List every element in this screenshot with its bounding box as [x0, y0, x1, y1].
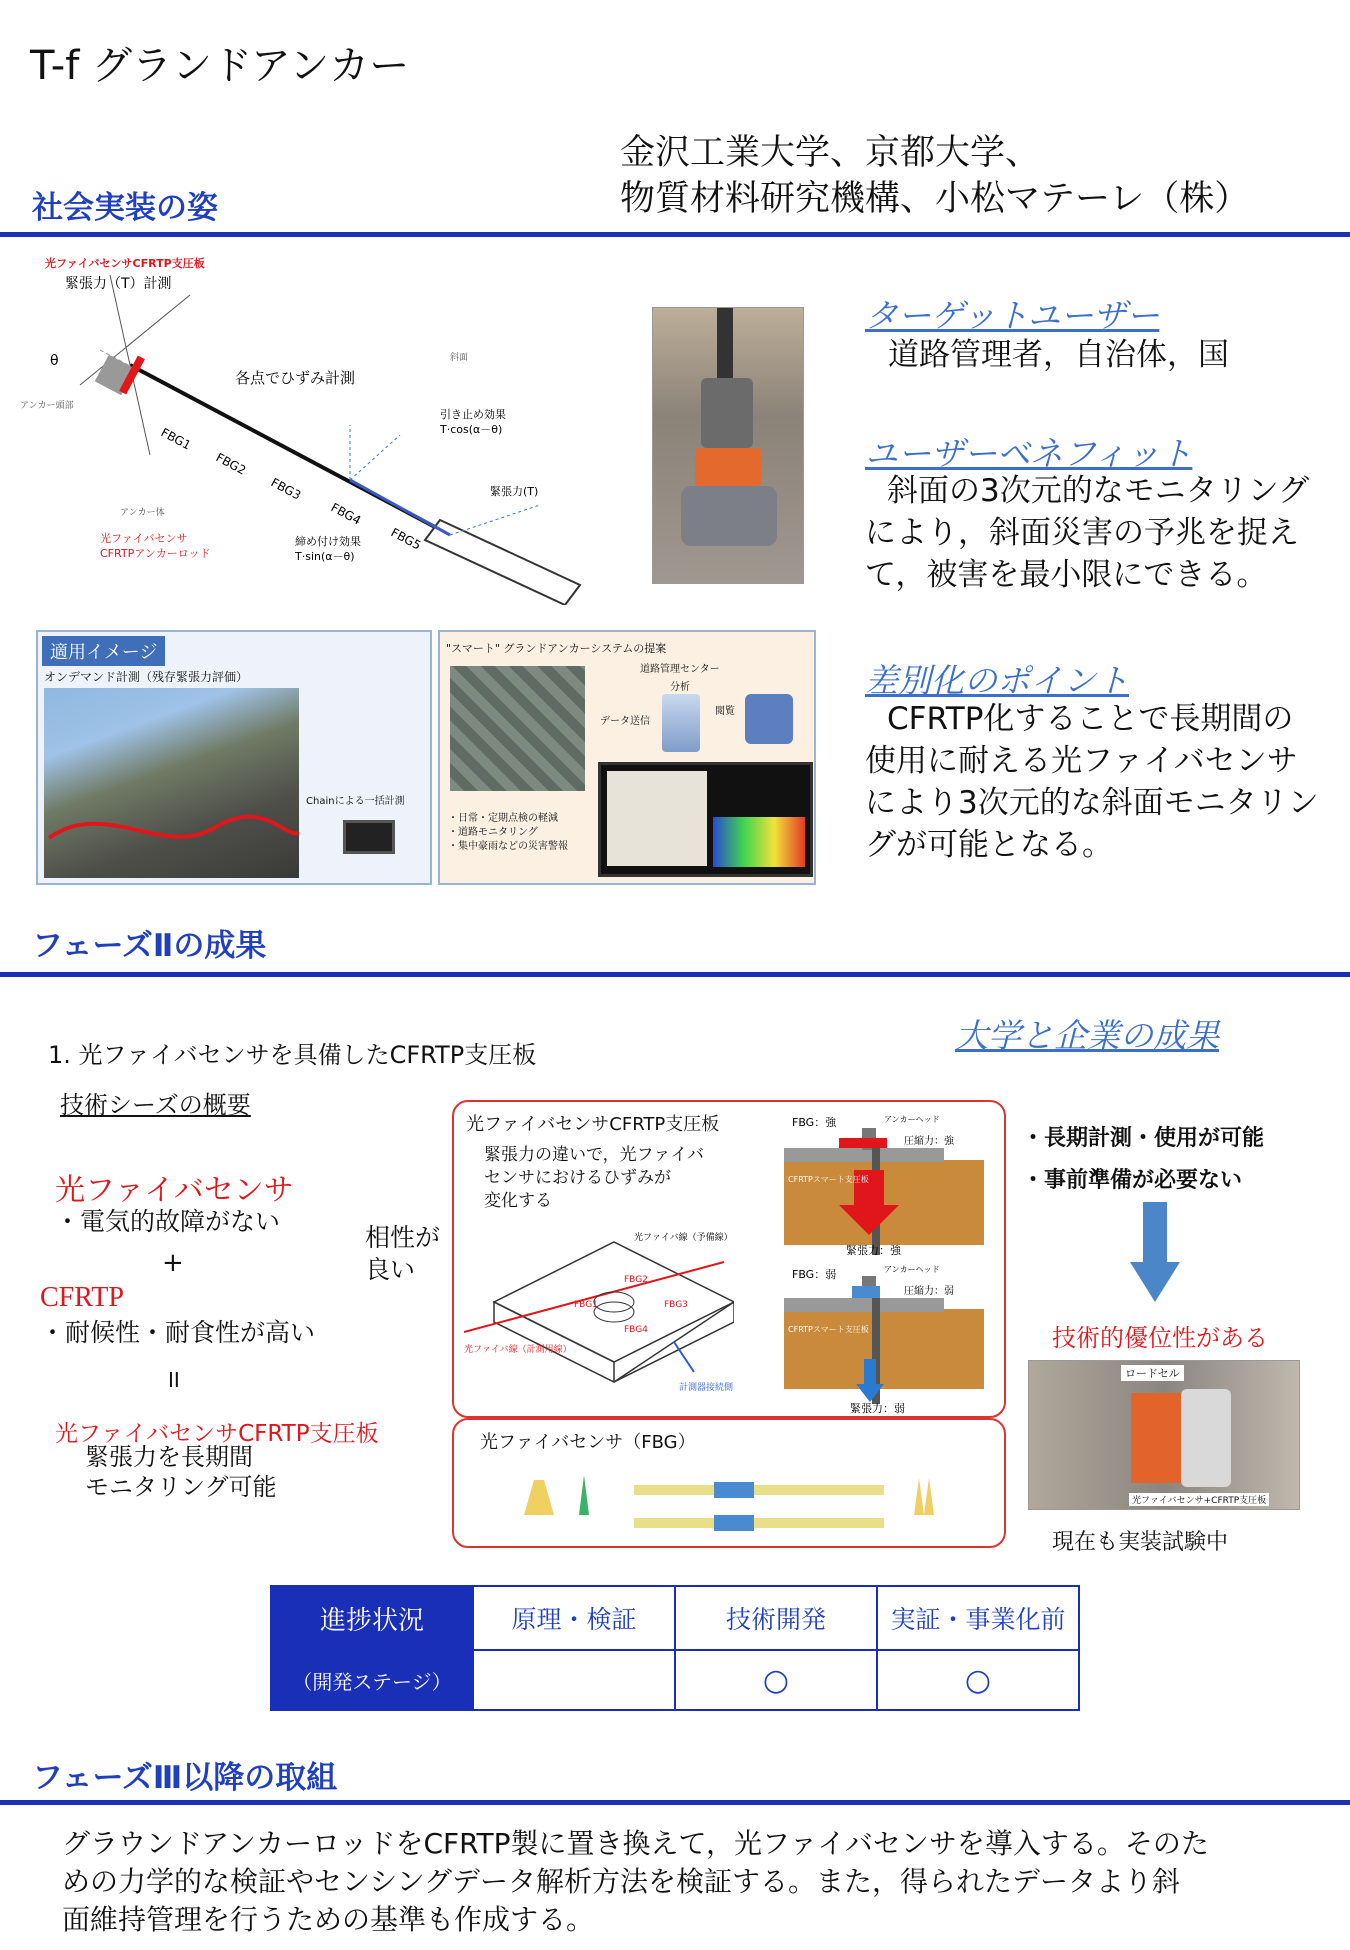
target-user-title: ターゲットユーザー	[865, 296, 1160, 335]
box1-fbg1: FBG1	[574, 1300, 598, 1310]
box1-anchor-head: アンカーヘッド	[884, 1115, 940, 1124]
box1-plate-2: CFRTPスマート支圧板	[788, 1325, 869, 1334]
institution-line-1: 金沢工業大学、京都大学、	[620, 133, 1041, 173]
stage-1: 原理・検証	[473, 1586, 675, 1650]
plate-iso-diagram	[464, 1222, 734, 1412]
merits	[1022, 1118, 1264, 1202]
box1-fiber-spare: 光ファイバ線（予備線）	[634, 1233, 733, 1243]
diagram-fbg4: FBG4	[328, 500, 364, 528]
apply-panel-right	[438, 630, 816, 885]
apply-bullet-1: ・日常・定期点検の軽減	[448, 813, 558, 824]
result-line-1: 緊張力を長期間	[85, 1443, 253, 1471]
phase3-line-1: グラウンドアンカーロッドをCFRTP製に置き換えて，光ファイバセンサを導入する。そのた	[62, 1827, 1209, 1860]
mark-2: ○	[675, 1650, 877, 1710]
diagram-tension: 緊張力(T)	[490, 485, 539, 498]
mark-3: ○	[877, 1650, 1079, 1710]
diff-line-1: CFRTP化することで長期間の	[887, 701, 1294, 737]
box1-meter: 計測器接続側	[679, 1383, 734, 1393]
diagram-fbg3: FBG3	[268, 475, 304, 503]
chain-label: Chainによる一括計測	[306, 796, 405, 807]
box1-fbg-weak: FBG：弱	[792, 1268, 837, 1281]
box1-plate-1: CFRTPスマート支圧板	[788, 1175, 869, 1184]
diagram-tighten-formula: T·sin(α－θ)	[295, 550, 355, 563]
fo-body: ・電気的故障がない	[55, 1207, 281, 1236]
box1-tension-weak: 緊張力：弱	[850, 1402, 905, 1414]
diagram-slope: 斜面	[450, 353, 469, 363]
diff-point-body	[865, 698, 1319, 866]
univ-corp-title: 大学と企業の成果	[955, 1016, 1219, 1055]
cfrtp-body: ・耐候性・耐食性が高い	[40, 1318, 316, 1347]
data-transfer-label: データ送信	[600, 716, 650, 727]
testing-label: 現在も実装試験中	[1052, 1530, 1229, 1555]
diagram-rod-red-2: CFRTPアンカーロッド	[100, 547, 211, 560]
operator-icon	[745, 694, 793, 744]
merit-2: ・事前準備が必要ない	[1022, 1168, 1243, 1193]
diagram-rod-red: 光ファイバセンサ	[100, 532, 188, 545]
box1-anchor-head-2: アンカーヘッド	[884, 1265, 940, 1274]
section-rule-2	[0, 972, 1350, 977]
box1-text-3: 変化する	[484, 1191, 552, 1211]
section-title-phase3: フェーズⅢ以降の取組	[32, 1760, 338, 1796]
browse-label: 閲覧	[715, 706, 735, 717]
apply-tag: 適用イメージ	[42, 636, 165, 666]
diagram-anchor-body: アンカー体	[120, 508, 165, 518]
benefit-line-1: 斜面の3次元的なモニタリング	[887, 473, 1310, 509]
map-screen	[607, 771, 707, 866]
stage-2: 技術開発	[675, 1586, 877, 1650]
result-line-2: モニタリング可能	[85, 1473, 277, 1501]
box1-pressure-strong: 圧縮力：強	[904, 1136, 954, 1147]
diff-line-2: 使用に耐える光ファイバセンサ	[865, 743, 1298, 779]
center-label: 道路管理センター	[640, 664, 720, 675]
apply-bullet-3: ・集中豪雨などの災害警報	[448, 841, 568, 852]
mark-1	[473, 1650, 675, 1710]
progress-header: 進捗状況	[271, 1586, 473, 1650]
cfrtp-plate-box	[452, 1100, 1006, 1418]
server-icon	[662, 694, 700, 752]
institution-line-2: 物質材料研究機構、小松マテーレ（株）	[620, 179, 1250, 219]
apply-right-caption: "スマート" グランドアンカーシステムの提案	[446, 642, 667, 655]
slope-photo	[44, 688, 299, 878]
phase3-body	[62, 1825, 1209, 1939]
loadcell-photo	[1028, 1360, 1300, 1510]
box1-text-1: 緊張力の違いで，光ファイバ	[484, 1145, 704, 1165]
diagram-fbg1: FBG1	[158, 425, 194, 453]
down-arrow-icon	[1130, 1202, 1180, 1302]
tension-strong-diagram	[784, 1110, 994, 1255]
analysis-label: 分析	[670, 682, 690, 693]
phase3-line-2: めの力学的な検証やセンシングデータ解析方法を検証する。また，得られたデータより斜	[62, 1865, 1181, 1898]
photo-orange-ring	[695, 448, 761, 486]
anchor-photo	[652, 307, 804, 584]
box1-text	[484, 1144, 704, 1213]
phase3-line-3: 面維持管理を行うための基準も作成する。	[62, 1903, 595, 1936]
advantage-label: 技術的優位性がある	[1052, 1324, 1268, 1352]
fbg-diagram	[504, 1460, 964, 1545]
seeds-title: 技術シーズの概要	[60, 1091, 251, 1119]
monitor-icon	[598, 762, 813, 877]
apply-bullets	[448, 812, 568, 854]
benefit-line-2: により，斜面災害の予兆を捉え	[865, 515, 1299, 551]
plus-sign: +	[162, 1248, 184, 1278]
diagram-pull-formula: T·cos(α－θ)	[440, 423, 503, 436]
eq-sign: II	[168, 1368, 180, 1392]
page-title: T-f グランドアンカー	[30, 43, 410, 89]
result-title: 光ファイバセンサCFRTP支圧板	[55, 1421, 379, 1447]
progress-table	[270, 1585, 1080, 1711]
progress-sub: （開発ステージ）	[271, 1650, 473, 1710]
photo-base	[681, 486, 777, 546]
diagram-label-top-red: 光ファイバセンサCFRTP支圧板	[45, 257, 205, 270]
fbg-box	[452, 1418, 1006, 1548]
fo-title: 光ファイバセンサ	[55, 1173, 294, 1208]
section-rule-1	[0, 232, 1350, 237]
apply-left-caption: オンデマンド計測（残存緊張力評価）	[44, 670, 249, 684]
compat-line-2: 良い	[365, 1255, 416, 1284]
box1-title: 光ファイバセンサCFRTP支圧板	[466, 1114, 720, 1135]
target-user-body: 道路管理者，自治体，国	[888, 337, 1229, 373]
user-benefit-body	[865, 470, 1309, 596]
diagram-tighten-effect: 締め付け効果	[295, 535, 361, 548]
compat-line-1: 相性が	[365, 1223, 441, 1252]
box1-pressure-weak: 圧縮力：弱	[904, 1286, 954, 1297]
diagram-theta: θ	[50, 353, 59, 369]
result-body	[85, 1442, 277, 1502]
laptop-icon	[343, 820, 395, 854]
institutions	[620, 130, 1249, 222]
box1-fbg4: FBG4	[624, 1325, 648, 1335]
cfrtp-title: CFRTP	[40, 1282, 124, 1313]
section-title-phase2: フェーズⅡの成果	[32, 928, 267, 964]
heatmap-screen	[713, 817, 805, 867]
apply-bullet-2: ・道路モニタリング	[448, 827, 538, 838]
diagram-pull-effect: 引き止め効果	[440, 408, 506, 421]
user-benefit-title: ユーザーベネフィット	[865, 434, 1193, 473]
diagram-anchor-head: アンカー頭部	[20, 401, 74, 411]
diagram-fbg5: FBG5	[388, 525, 424, 553]
section-title-social: 社会実装の姿	[32, 190, 218, 226]
box1-text-2: センサにおけるひずみが	[484, 1168, 671, 1188]
tension-weak-diagram	[784, 1264, 994, 1414]
photo-caption: 光ファイバセンサ+CFRTP支圧板	[1129, 1493, 1269, 1506]
compat-label	[365, 1222, 440, 1286]
photo-label: ロードセル	[1121, 1365, 1184, 1381]
diff-line-3: により3次元的な斜面モニタリン	[865, 785, 1319, 821]
box1-fbg2: FBG2	[624, 1275, 648, 1285]
stage-3: 実証・事業化前	[877, 1586, 1079, 1650]
photo-coupler	[701, 378, 753, 448]
photo-rod	[717, 308, 733, 388]
merit-1: ・長期計測・使用が可能	[1022, 1126, 1265, 1151]
diff-line-4: グが可能となる。	[865, 827, 1113, 863]
diff-point-title: 差別化のポイント	[865, 661, 1129, 700]
section-rule-3	[0, 1800, 1350, 1805]
box1-tension-strong: 緊張力：強	[846, 1244, 901, 1255]
anchor-diagram	[20, 255, 600, 605]
red-fiber-line	[44, 688, 299, 878]
benefit-line-3: て，被害を最小限にできる。	[865, 557, 1268, 593]
box2-title: 光ファイバセンサ（FBG）	[480, 1432, 696, 1453]
box1-fbg3: FBG3	[664, 1300, 688, 1310]
wall-photo	[450, 666, 585, 791]
loadcell-orange	[1131, 1393, 1181, 1483]
diagram-fbg2: FBG2	[213, 450, 249, 478]
apply-panel-left	[36, 630, 432, 885]
box1-fiber-meas: 光ファイバ線（計測用線）	[464, 1345, 572, 1355]
item-title: 1. 光ファイバセンサを具備したCFRTP支圧板	[48, 1041, 537, 1069]
box1-fbg-strong: FBG：強	[792, 1116, 837, 1129]
loadcell-silver	[1181, 1389, 1231, 1487]
diagram-strain-points: 各点でひずみ計測	[235, 369, 356, 387]
diagram-label-top: 緊張力（T）計測	[65, 276, 172, 292]
